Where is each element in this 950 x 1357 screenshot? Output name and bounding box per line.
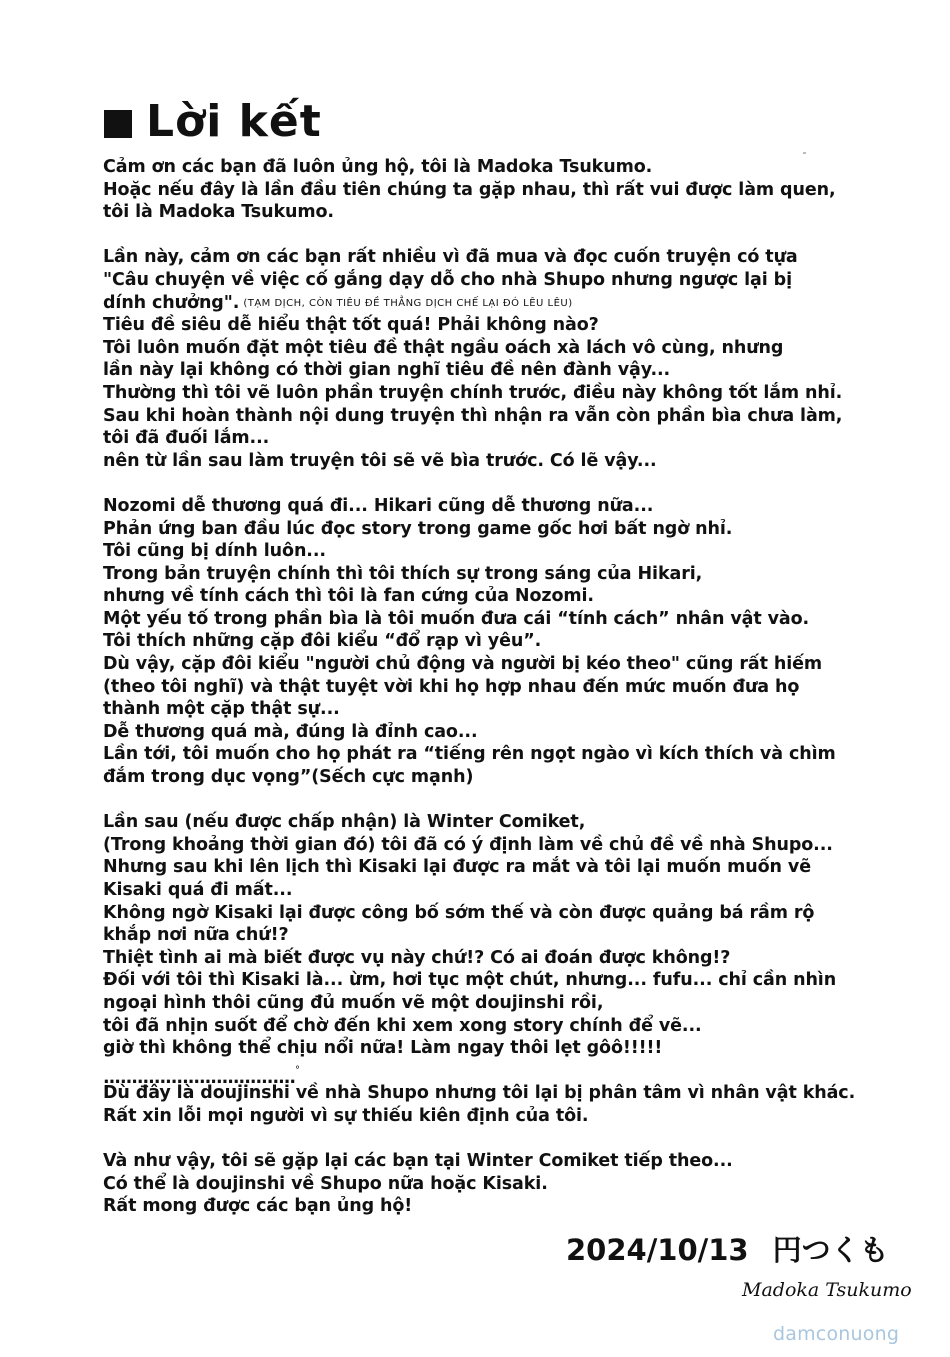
text-line: Thường thì tôi vẽ luôn phần truyện chính trước, điều này không tốt lắm nhỉ. bbox=[103, 382, 843, 403]
text-line: Đối với tôi thì Kisaki là... ừm, hơi tục một chút, nhưng... fufu... chỉ cần nhìn bbox=[103, 970, 837, 991]
watermark: damconuong bbox=[773, 1323, 900, 1345]
afterword-body bbox=[103, 156, 856, 1218]
ellipsis-line bbox=[103, 1060, 833, 1088]
text-line: Sau khi hoàn thành nội dung truyện thì nhận ra vẫn còn phần bìa chưa làm, bbox=[103, 405, 843, 426]
text-line: Kisaki quá đi mất... bbox=[103, 880, 293, 900]
text-line: Tiêu đề siêu dễ hiểu thật tốt quá! Phải không nào? bbox=[103, 315, 599, 336]
text-line: Tôi thích những cặp đôi kiểu “đổ rạp vì yêu”. bbox=[103, 631, 542, 652]
text-line: Cảm ơn các bạn đã luôn ủng hộ, tôi là Madoka Tsukumo. bbox=[103, 157, 653, 177]
text-line: Lần sau (nếu được chấp nhận) là Winter Comiket, bbox=[103, 812, 586, 833]
text-line: đắm trong dục vọng”(Sếch cực mạnh) bbox=[103, 767, 474, 788]
afterword-heading bbox=[104, 96, 322, 148]
text-line: Rất mong được các bạn ủng hộ! bbox=[103, 1196, 413, 1217]
text-line: thành một cặp thật sự... bbox=[103, 699, 340, 720]
text-line: Một yếu tố trong phần bìa là tôi muốn đưa cái “tính cách” nhân vật vào. bbox=[103, 608, 810, 629]
text-line: (Trong khoảng thời gian đó) tôi đã có ý định làm về chủ đề về nhà Shupo... bbox=[103, 834, 833, 855]
author-japanese-name: 円つくも bbox=[772, 1233, 889, 1267]
text-line: khắp nơi nữa chứ!? bbox=[103, 925, 289, 946]
text-line: "Câu chuyện về việc cố gắng dạy dỗ cho nhà Shupo nhưng ngược lại bị bbox=[103, 269, 792, 290]
square-bullet-icon bbox=[104, 110, 132, 138]
text-line: nên từ lần sau làm truyện tôi sẽ vẽ bìa trước. Có lẽ vậy... bbox=[103, 450, 657, 471]
text-line: Và như vậy, tôi sẽ gặp lại các bạn tại Winter Comiket tiếp theo... bbox=[103, 1151, 733, 1172]
text-line: Có thể là doujinshi về Shupo nữa hoặc Kisaki. bbox=[103, 1173, 548, 1194]
text-line: Thiệt tình ai mà biết được vụ này chứ!? Có ai đoán được không!? bbox=[103, 947, 731, 968]
text-line: Nhưng sau khi lên lịch thì Kisaki lại được ra mắt và tôi lại muốn muốn vẽ bbox=[103, 857, 811, 878]
text-line: Không ngờ Kisaki lại được công bố sớm thế và còn được quảng bá rầm rộ bbox=[103, 902, 815, 923]
page-title: Lời kết bbox=[146, 96, 322, 147]
text-line: tôi đã đuối lắm... bbox=[103, 428, 270, 449]
text-line: (theo tôi nghĩ) và thật tuyệt vời khi họ hợp nhau đến mức muốn đưa họ bbox=[103, 676, 800, 697]
text-line bbox=[103, 292, 833, 315]
author-signature: Madoka Tsukumo bbox=[742, 1279, 912, 1301]
scan-mark bbox=[803, 152, 806, 154]
text-line: tôi đã nhịn suốt để chờ đến khi xem xong story chính để vẽ... bbox=[103, 1015, 702, 1036]
text-line: Nozomi dễ thương quá đi... Hikari cũng dễ thương nữa... bbox=[103, 495, 654, 516]
text-line: lần này lại không có thời gian nghĩ tiêu đề nên đành vậy... bbox=[103, 360, 671, 381]
text-line: giờ thì không thể chịu nổi nữa! Làm ngay thôi lẹt gôô!!!!! bbox=[103, 1038, 663, 1059]
text-line: Rất xin lỗi mọi người vì sự thiếu kiên định của tôi. bbox=[103, 1105, 589, 1126]
translator-note: (TẠM DỊCH, CÒN TIÊU ĐỀ THẲNG DỊCH CHẾ LẠI ĐÓ LÊU LÊU) bbox=[243, 297, 573, 309]
text-line: Hoặc nếu đây là lần đầu tiên chúng ta gặp nhau, thì rất vui được làm quen, bbox=[103, 179, 836, 200]
dotted-line: .................................. bbox=[103, 1067, 296, 1088]
text-line: ngoại hình thôi cũng đủ muốn vẽ một doujinshi rồi, bbox=[103, 992, 604, 1013]
text-line: Lần tới, tôi muốn cho họ phát ra “tiếng rên ngọt ngào vì kích thích và chìm bbox=[103, 744, 836, 765]
text-line-part: dính chưởng". bbox=[103, 292, 240, 313]
text-line: Dù đây là doujinshi về nhà Shupo nhưng tôi lại bị phân tâm vì nhân vật khác. bbox=[103, 1083, 856, 1104]
text-line: Dễ thương quá mà, đúng là đỉnh cao... bbox=[103, 721, 478, 742]
text-line: tôi là Madoka Tsukumo. bbox=[103, 202, 334, 223]
text-line: Lần này, cảm ơn các bạn rất nhiều vì đã mua và đọc cuốn truyện có tựa bbox=[103, 247, 798, 268]
text-line: Tôi cũng bị dính luôn... bbox=[103, 541, 326, 562]
text-line: Trong bản truyện chính thì tôi thích sự trong sáng của Hikari, bbox=[103, 563, 703, 584]
text-line: Phản ứng ban đầu lúc đọc story trong game gốc hơi bất ngờ nhỉ. bbox=[103, 518, 733, 539]
date-text: 2024/10/13 bbox=[566, 1233, 749, 1267]
text-line: nhưng về tính cách thì tôi là fan cứng của Nozomi. bbox=[103, 586, 594, 607]
text-line: Tôi luôn muốn đặt một tiêu đề thật ngầu oách xà lách vô cùng, nhưng bbox=[103, 337, 784, 358]
text-line: Dù vậy, cặp đôi kiểu "người chủ động và người bị kéo theo" cũng rất hiếm bbox=[103, 654, 822, 675]
date-and-author bbox=[566, 1228, 889, 1269]
small-circle-icon: ° bbox=[295, 1064, 300, 1076]
